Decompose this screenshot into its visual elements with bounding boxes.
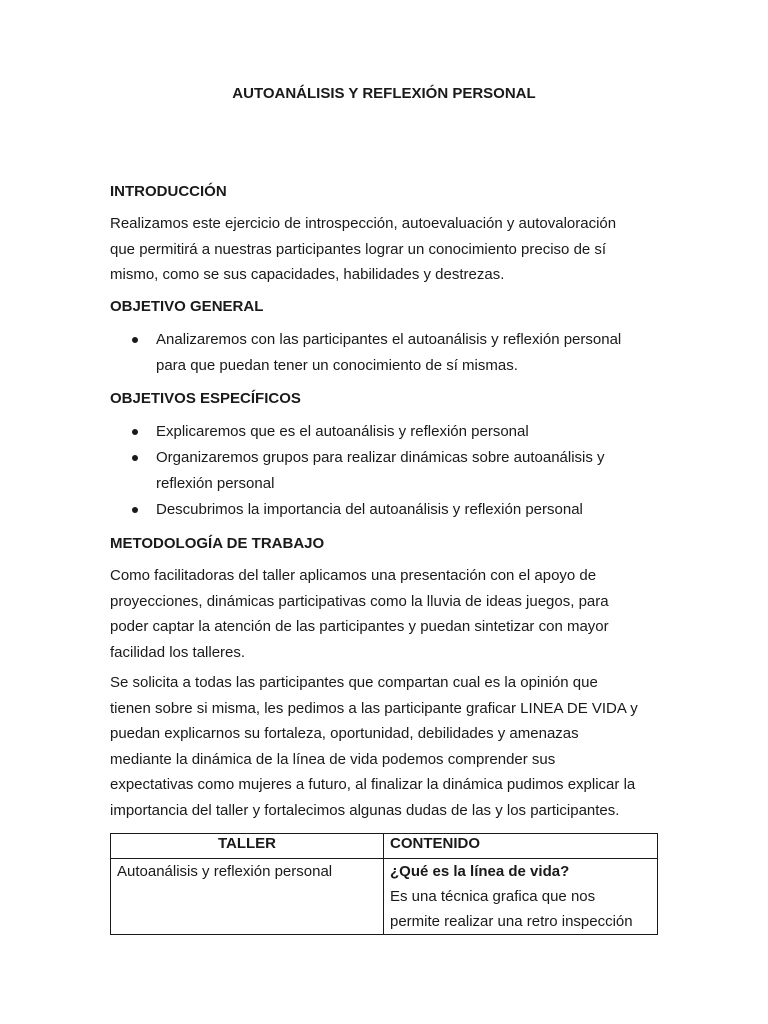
- table-header-row: [111, 834, 658, 859]
- document-title: AUTOANÁLISIS Y REFLEXIÓN PERSONAL: [232, 85, 536, 102]
- paragraph-line: importancia del taller y fortalecimos algunas dudas de las y los participantes.: [110, 801, 620, 819]
- list-item-line: Analizaremos con las participantes el autoanálisis y reflexión personal: [156, 331, 622, 348]
- paragraph-line: mediante la dinámica de la línea de vida podemos comprender sus: [110, 750, 556, 768]
- list-item-line: Organizaremos grupos para realizar dinámicas sobre autoanálisis y: [156, 449, 605, 466]
- table-header-contenido: CONTENIDO: [384, 834, 658, 859]
- table-cell-taller: Autoanálisis y reflexión personal: [111, 859, 384, 935]
- list-item-line: reflexión personal: [156, 475, 275, 492]
- paragraph-line: Como facilitadoras del taller aplicamos una presentación con el apoyo de: [110, 567, 597, 584]
- metodologia-heading: METODOLOGÍA DE TRABAJO: [110, 535, 325, 552]
- list-item-line: para que puedan tener un conocimiento de sí mismas.: [156, 357, 518, 374]
- list-item: [110, 419, 658, 445]
- contenido-question: ¿Qué es la línea de vida?: [390, 863, 570, 880]
- list-item: [110, 497, 658, 523]
- list-item: [110, 445, 658, 497]
- paragraph-line: expectativas como mujeres a futuro, al finalizar la dinámica pudimos explicar la: [110, 776, 636, 793]
- workshop-table: [110, 833, 658, 935]
- objetivo-general-heading: OBJETIVO GENERAL: [110, 298, 264, 315]
- bullet-icon: [132, 455, 138, 461]
- paragraph-line: mismo, como se sus capacidades, habilidades y destrezas.: [110, 266, 505, 283]
- table-row: [111, 859, 658, 935]
- metodologia-paragraph-1: [110, 563, 670, 665]
- table-cell-contenido: [384, 859, 658, 935]
- introduccion-heading: INTRODUCCIÓN: [110, 183, 227, 200]
- paragraph-line: poder captar la atención de las participantes y puedan sintetizar con mayor: [110, 618, 609, 635]
- paragraph-line: facilidad los talleres.: [110, 643, 246, 661]
- paragraph-line: tienen sobre si misma, les pedimos a las participante graficar LINEA DE VIDA y: [110, 699, 638, 717]
- bullet-icon: [132, 429, 138, 435]
- bullet-icon: [132, 337, 138, 343]
- paragraph-line: que permitirá a nuestras participantes lograr un conocimiento preciso de sí: [110, 240, 607, 258]
- contenido-line: Es una técnica grafica que nos: [390, 888, 596, 905]
- paragraph-line: Se solicita a todas las participantes que compartan cual es la opinión que: [110, 674, 598, 691]
- contenido-line: permite realizar una retro inspección: [390, 913, 633, 930]
- paragraph-line: proyecciones, dinámicas participativas como la lluvia de ideas juegos, para: [110, 592, 609, 610]
- metodologia-paragraph-2: [110, 670, 670, 823]
- list-item-line: Descubrimos la importancia del autoanálisis y reflexión personal: [156, 501, 583, 518]
- paragraph-line: Realizamos este ejercicio de introspección, autoevaluación y autovaloración: [110, 215, 617, 232]
- introduccion-paragraph: [110, 211, 670, 288]
- objetivos-especificos-list: [110, 419, 658, 523]
- list-item: [110, 327, 658, 379]
- list-item-line: Explicaremos que es el autoanálisis y reflexión personal: [156, 423, 529, 440]
- objetivo-general-list: [110, 327, 658, 379]
- table-header-taller: TALLER: [111, 834, 384, 859]
- objetivos-especificos-heading: OBJETIVOS ESPECÍFICOS: [110, 390, 301, 407]
- bullet-icon: [132, 507, 138, 513]
- paragraph-line: puedan explicarnos su fortaleza, oportunidad, debilidades y amenazas: [110, 725, 579, 742]
